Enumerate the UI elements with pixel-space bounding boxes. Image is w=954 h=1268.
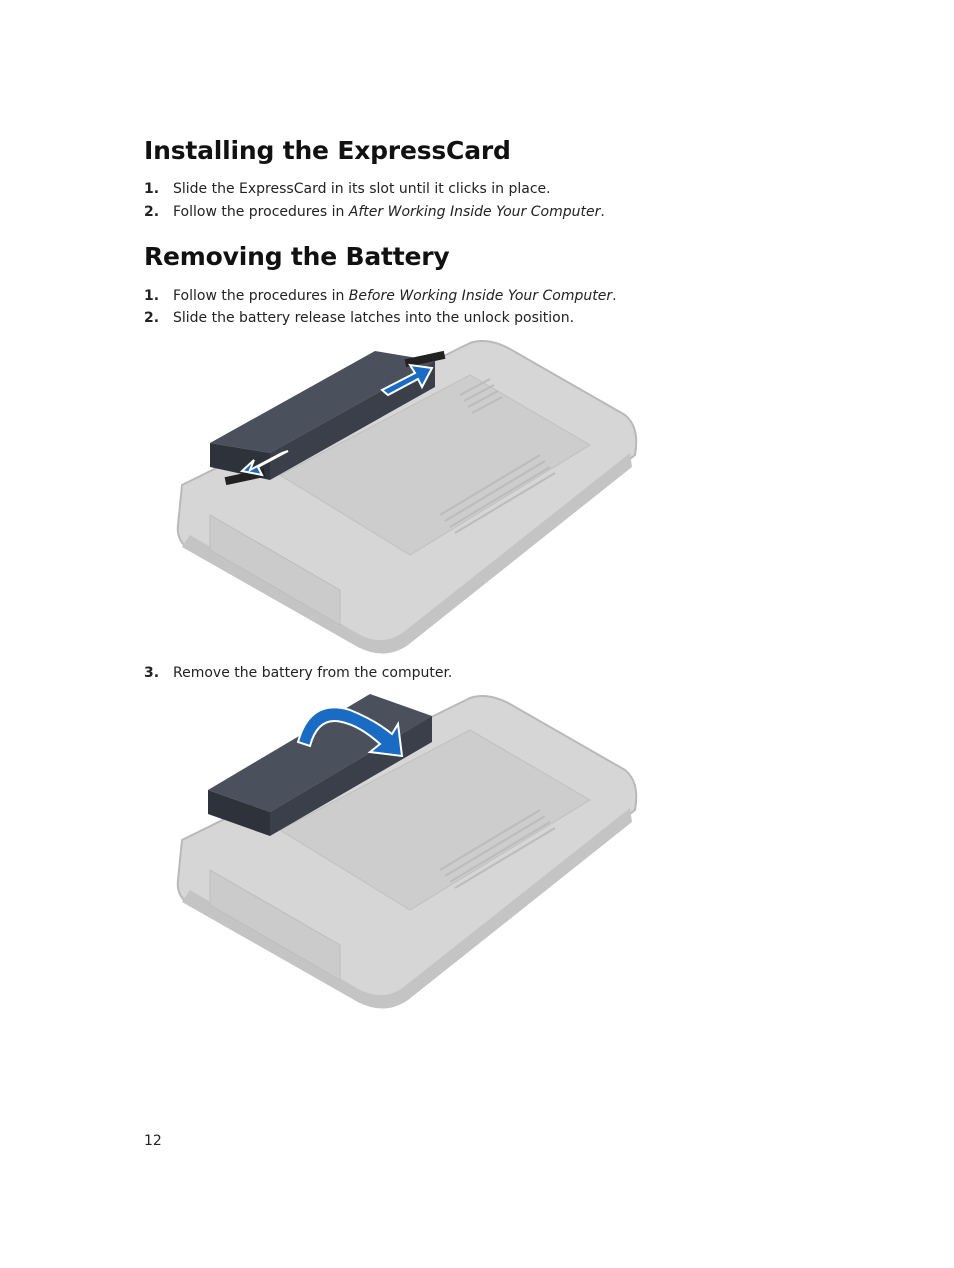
cross-reference-link[interactable]: After Working Inside Your Computer bbox=[348, 204, 601, 220]
step-text: Follow the procedures in Before Working Inside Your Computer. bbox=[173, 288, 617, 304]
step-text: Slide the battery release latches into the unlock position. bbox=[173, 310, 575, 326]
step-number: 2. bbox=[144, 204, 160, 220]
step-number: 3. bbox=[144, 665, 160, 681]
step-text: Follow the procedures in After Working Inside Your Computer. bbox=[173, 204, 605, 220]
step-text: Slide the ExpressCard in its slot until it clicks in place. bbox=[173, 181, 551, 197]
step-text: Remove the battery from the computer. bbox=[173, 665, 453, 681]
step-number: 1. bbox=[144, 181, 160, 197]
figure-battery-latches bbox=[170, 335, 645, 655]
section-title-removing-battery: Removing the Battery bbox=[144, 242, 450, 271]
figure-battery-removal bbox=[170, 690, 645, 1010]
section-title-installing-expresscard: Installing the ExpressCard bbox=[144, 136, 511, 165]
cross-reference-link[interactable]: Before Working Inside Your Computer bbox=[348, 288, 613, 304]
page-number: 12 bbox=[144, 1133, 162, 1149]
step-number: 1. bbox=[144, 288, 160, 304]
step-number: 2. bbox=[144, 310, 160, 326]
